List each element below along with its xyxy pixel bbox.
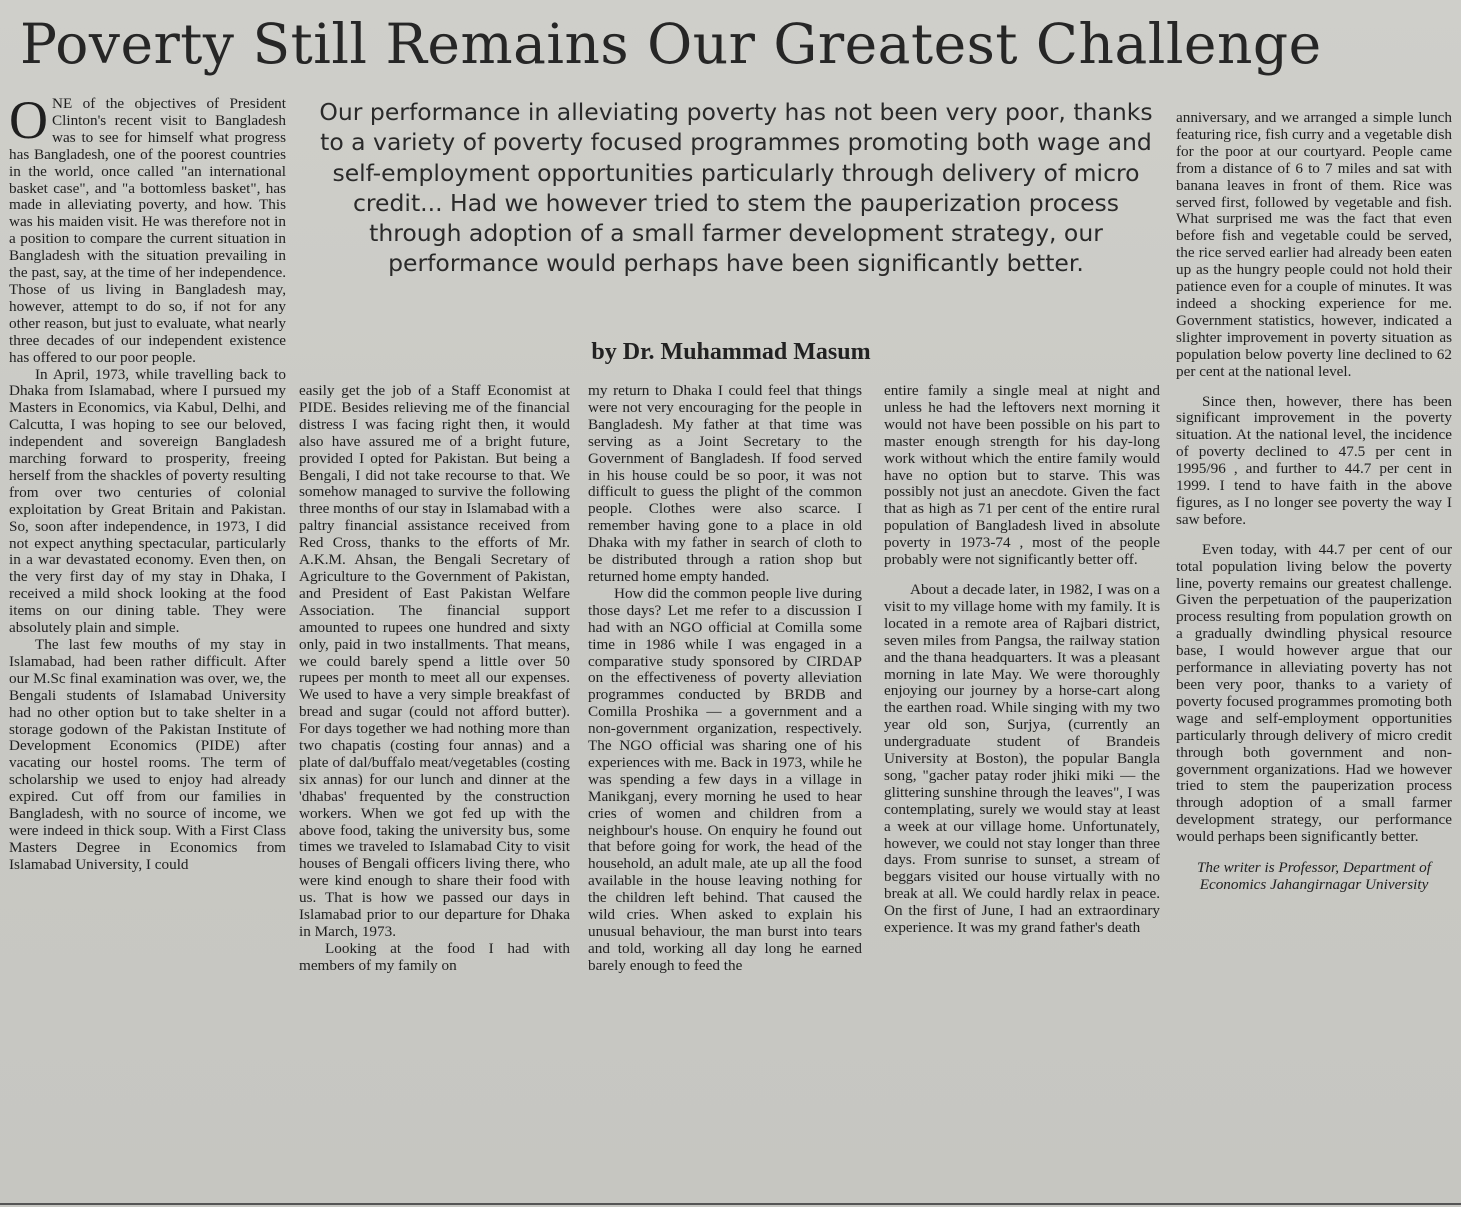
paragraph: How did the common people live during those days? Let me refer to a discussion I had with an NGO official at Comilla some time in 1986 while I was engaged in a comparative study sponsored by CIRDAP on the effectiveness of poverty alleviation programmes conducted by BRDB and Comilla Proshika — a government and a non-government organization, respectively. The NGO official was sharing one of his experiences with me. Back in 1973, while he was spending a few days in a village in Manikganj, every morning he used to hear cries of women and children from a neighbour's house. On enquiry he found out that before going for work, the head of the household, an adult male, ate up all the food available in the house leaving nothing for the children left behind. That caused the wild cries. When asked to explain his unusual behaviour, the man burst into tears and told, working all day long he earned barely enough to feed the — [588, 584, 862, 974]
article-column-5 — [1176, 110, 1452, 1200]
paragraph: In April, 1973, while travelling back to Dhaka from Islamabad, where I pursued my Masters in Economics, via Kabul, Delhi, and Calcutta, I was hoping to see our beloved, independent and sovereign Bangladesh marching forward to prosperity, freeing herself from the shackles of poverty resulting from over two centuries of colonial exploitation by Great Britain and Pakistan. So, soon after independence, in 1973, I did not expect anything spectacular, particularly in a war devastated economy. Even then, on the very first day of my stay in Dhaka, I received a mild shock looking at the food items on our dining table. They were absolutely plain and simple. — [9, 365, 286, 637]
bottom-rule — [0, 1203, 1461, 1205]
paragraph: anniversary, and we arranged a simple lunch featuring rice, fish curry and a vegetable dish for the poor at our courtyard. People came from a distance of 6 to 7 miles and sat with banana leaves in front of them. Rice was served first, followed by vegetable and fish. What surprised me was the fact that even before fish and vegetable could be served, the rice served earlier had already been eaten up as the hungry people could not hold their patience even for a couple of minutes. It was indeed a shocking experience for me. Government statistics, however, indicated a slighter improvement in poverty situation as population below poverty line declined to 62 per cent at the national level. — [1176, 110, 1452, 380]
headline: Poverty Still Remains Our Greatest Challenge — [20, 12, 1322, 76]
article-column-4 — [884, 383, 1160, 1189]
drop-cap: O — [9, 96, 48, 150]
article-column-3 — [588, 383, 862, 1189]
paragraph: my return to Dhaka I could feel that things were not very encouraging for the people in Bangladesh. My father at that time was serving as a Joint Secretary to the Government of Bangladesh. If food served in his house could be so poor, it was not difficult to guess the plight of the common people. Clothes were also scarce. I remember having gone to a place in old Dhaka with my father in search of cloth to be distributed through a ration shop but returned home empty handed. — [588, 383, 862, 585]
paragraph: Even today, with 44.7 per cent of our total population living below the poverty line, poverty remains our greatest challenge. Given the perpetuation of the pauperization process resulting from population growth on a gradually dwindling physical resource base, I would however argue that our performance in alleviating poverty has not been very poor, thanks to a variety of poverty focused programmes promoting both wage and self-employment opportunities particularly through delivery of micro credit through both government and non-government organizations. Had we however tried to stem the pauperization process through adoption of a small farmer development strategy, our performance would perhaps been significantly better. — [1176, 540, 1452, 846]
author-note — [1176, 860, 1452, 894]
author-note-text: The writer is Professor, Department of Economics Jahangirnagar University — [1196, 859, 1431, 893]
article-column-1 — [9, 96, 286, 1194]
paragraph: easily get the job of a Staff Economist at PIDE. Besides relieving me of the financial distress I was facing right then, it would also have assured me of a bright future, provided I opted for Pakistan. But being a Bengali, I did not take recourse to that. We somehow managed to survive the following three months of our stay in Islamabad with a paltry financial assistance received from Red Cross, thanks to the efforts of Mr. A.K.M. Ahsan, the Bengali Secretary of Agriculture to the Government of Pakistan, and President of East Pakistan Welfare Association. The financial support amounted to rupees one hundred and sixty only, paid in two installments. That means, we could barely spend a little over 50 rupees per month to meet all our expenses. We used to have a very simple breakfast of bread and sugar (could not afford butter). For days together we had nothing more than two chapatis (costing four annas) and a plate of dal/buffalo meat/vegetables (costing six annas) for our lunch and dinner at the 'dhabas' frequented by the construction workers. When we got fed up with the above food, taking the university bus, some times we traveled to Islamabad City to visit houses of Bengali officers living there, who were kind enough to share their food with us. That is how we passed our days in Islamabad prior to our departure for Dhaka in March, 1973. — [299, 383, 570, 940]
pull-quote — [306, 97, 1166, 312]
paragraph: The last few mouths of my stay in Islamabad, had been rather difficult. After our M.Sc final examination was over, we, the Bengali students of Islamabad University had no other option but to take shelter in a storage godown of the Pakistan Institute of Development Economics (PIDE) after vacating our hostel rooms. The term of scholarship we used to enjoy had already expired. Cut off from our families in Bangladesh, with no source of income, we were indeed in thick soup. With a First Class Masters Degree in Economics from Islamabad University, I could — [9, 636, 286, 873]
paragraph: entire family a single meal at night and unless he had the leftovers next morning it would not have been possible on his part to master enough strength for his day-long work without which the entire family would have no option but to starve. This was possibly not just an anecdote. Given the fact that as high as 71 per cent of the entire rural population of Bangladesh lived in absolute poverty in 1973-74 , most of the people probably were not significantly better off. — [884, 383, 1160, 569]
byline: by Dr. Muhammad Masum — [591, 339, 871, 365]
pull-quote-text: Our performance in alleviating poverty has not been very poor, thanks to a variety of poverty focused programmes promoting both wage and self-employment opportunities particularly through delivery of micro credit... Had we however tried to stem the pauperization process through adoption of a small farmer development strategy, our performance would perhaps have been significantly better. — [319, 98, 1153, 278]
paragraph: Looking at the food I had with members of my family on — [299, 939, 570, 974]
article-column-2 — [299, 383, 570, 1189]
paragraph: About a decade later, in 1982, I was on a visit to my village home with my family. It is located in a remote area of Rajbari district, seven miles from Pangsa, the railway station and the thana headquarters. It was a pleasant morning in late May. We were thoroughly enjoying our journey by a horse-cart along the earthen road. While singing with my two year old son, Surjya, (currently an undergraduate student of Brandeis University at Boston), the popular Bangla song, "gacher patay roder jhiki miki — the glittering sunshine through the leaves", I was contemplating, surely we would stay at least a week at our village home. Unfortunately, however, we could not stay longer than three days. From sunrise to sunset, a stream of beggars visited our house virtually with no break at all. We could hardly relax in peace. On the first of June, I had an extraordinary experience. It was my grand father's death — [884, 580, 1160, 937]
paragraph: Since then, however, there has been significant improvement in the poverty situation. At the national level, the incidence of poverty declined to 47.5 per cent in 1995/96 , and further to 44.7 per cent in 1999. I tend to have faith in the above figures, as I no longer see poverty the way I saw before. — [1176, 392, 1452, 528]
paragraph: NE of the objectives of President Clinton's recent visit to Bangladesh was to see for himself what progress has Bangladesh, one of the poorest countries in the world, once called "an international basket case", and "a bottomless basket", has made in alleviating poverty, and how. This was his maiden visit. He was therefore not in a position to compare the current situation in Bangladesh with the situation prevailing in the past, say, at the time of her independence. Those of us living in Bangladesh may, however, attempt to do so, if not for any other reason, but just to evaluate, what nearly three decades of our independent existence has offered to our poor people. — [9, 96, 286, 366]
